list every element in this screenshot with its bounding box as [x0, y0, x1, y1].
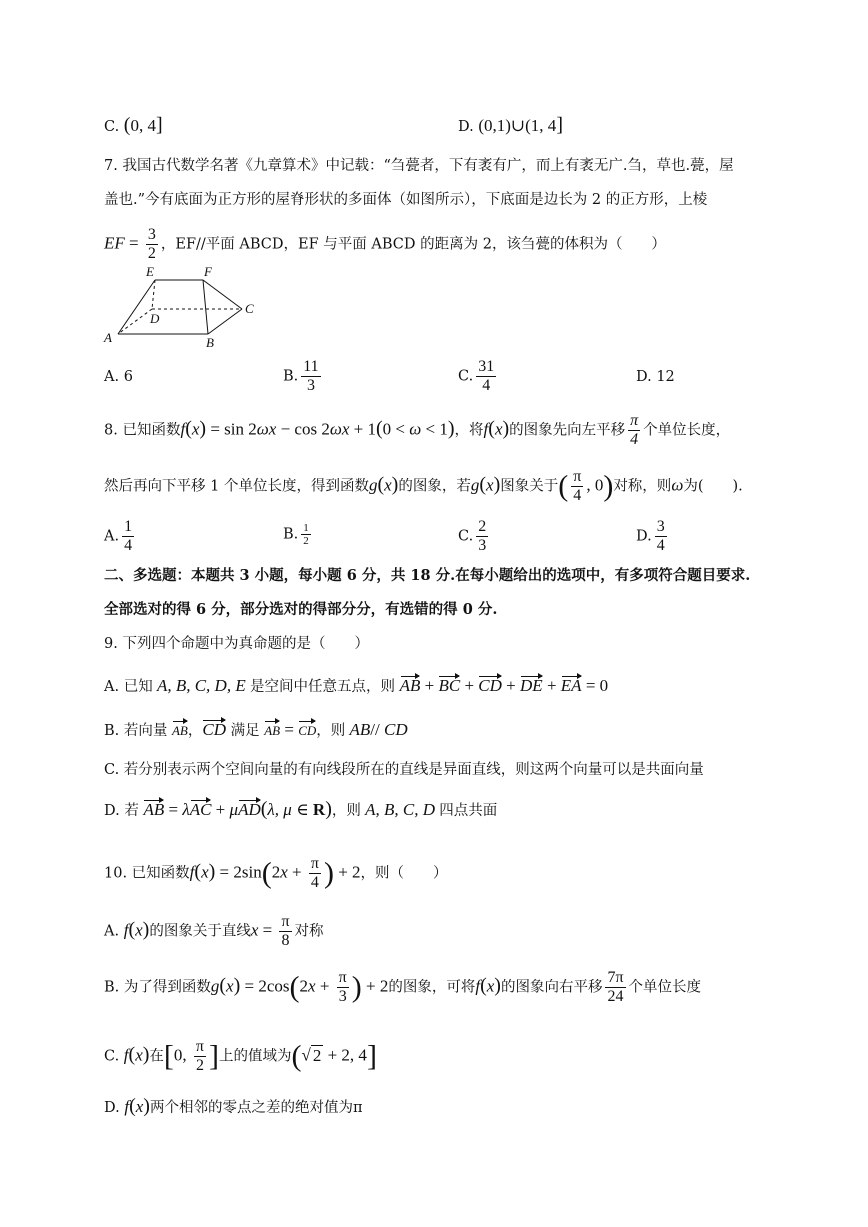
q9-option-a: A. 已知 A, B, C, D, E 是空间中任意五点，则 AB + BC + CD + DE + EA = 0: [104, 676, 609, 695]
q10-option-c: C. f(x)在[0, $\frac{\pi}{2}$ ]上的值域为(√ 2 + 2, 4]: [104, 1038, 377, 1074]
q7-option-b: B. $\frac{11}{3}$: [283, 358, 319, 394]
q8-stem-line1: 8. 已知函数f(x) = sin 2ωx − cos 2ωx + 1(0 < ω < 1)，将f(x)的图象先向左平移 $\frac{\pi}{4}$ 个单位长度，: [104, 412, 731, 448]
q7-option-c: C. $\frac{31}{4}$: [458, 358, 495, 394]
q9-stem: 9. 下列四个命题中为真命题的是（ ）: [104, 636, 369, 652]
q8-option-c: C. $\frac{2}{3}$: [458, 518, 487, 554]
label-a: A: [104, 330, 112, 345]
label-e: E: [146, 264, 154, 279]
q6-option-c: C. (0, 4]: [104, 114, 163, 136]
q7-stem-line2: 盖也.”今有底面为正方形的屋脊形状的多面体（如图所示），下底面是边长为 2 的正方形，上棱: [104, 192, 708, 208]
q8-option-a: A. $\frac{1}{4}$: [104, 518, 133, 554]
label-b: B: [206, 335, 214, 350]
q6-option-d: D. (0,1)∪(1, 4]: [458, 114, 563, 136]
q8-option-b: B. $\frac{1}{2}$: [283, 522, 309, 547]
q8-option-d: D. $\frac{3}{4}$: [636, 518, 665, 554]
label-f: F: [204, 264, 212, 279]
q9-option-b: B. 若向量 AB，CD 满足 AB = CD，则 AB// CD: [104, 720, 408, 739]
q7-stem-line1: 7. 我国古代数学名著《九章算术》中记载：“刍甍者，下有袤有广，而上有袤无广.刍，草也.甍，屋: [104, 158, 734, 174]
q8-stem-line2: 然后再向下平移 1 个单位长度，得到函数g(x)的图象，若g(x)图象关于( $\frac{\pi}{4}$ , 0)对称，则ω为( ).: [104, 468, 743, 504]
q10-option-b: B. 为了得到函数g(x) = 2cos(2x + $\frac{\pi}{3}$ ) + 2的图象，可将f(x)的图象向右平移 $\frac{7\pi}{24}$ 个单位长度: [104, 969, 702, 1005]
q7-option-d: D. 12: [636, 369, 675, 385]
q9-option-c: C. 若分别表示两个空间向量的有向线段所在的直线是异面直线，则这两个向量可以是共面向量: [104, 762, 704, 778]
label-c: C: [245, 301, 254, 316]
section2-heading-line2: 全部选对的得 6 分，部分选对的得部分分，有选错的得 0 分.: [104, 601, 498, 618]
label-d: D: [150, 311, 160, 326]
q7-option-a: A. 6: [104, 369, 133, 385]
q10-option-a: A. f(x)的图象关于直线x = $\frac{\pi}{8}$ 对称: [104, 913, 324, 949]
q7-stem-line3: EF = $\frac{3}{2}$ ，EF//平面 ABCD，EF 与平面 ABCD 的距离为 2，该刍甍的体积为（ ）: [104, 226, 666, 262]
q10-option-d: D. f(x)两个相邻的零点之差的绝对值为π: [104, 1095, 363, 1117]
section2-heading-line1: 二、多选题：本题共 3 小题，每小题 6 分，共 18 分.在每小题给出的选项中，有多项符合题目要求.: [104, 567, 751, 584]
q7-figure-polyhedron: [100, 262, 270, 352]
q9-option-d: D. 若 AB = λAC + μAD(λ, μ ∈ R)，则 A, B, C, D 四点共面: [104, 798, 498, 820]
q10-stem: 10. 已知函数f(x) = 2sin(2x + $\frac{\pi}{4}$ ) + 2，则（ ）: [104, 855, 448, 891]
